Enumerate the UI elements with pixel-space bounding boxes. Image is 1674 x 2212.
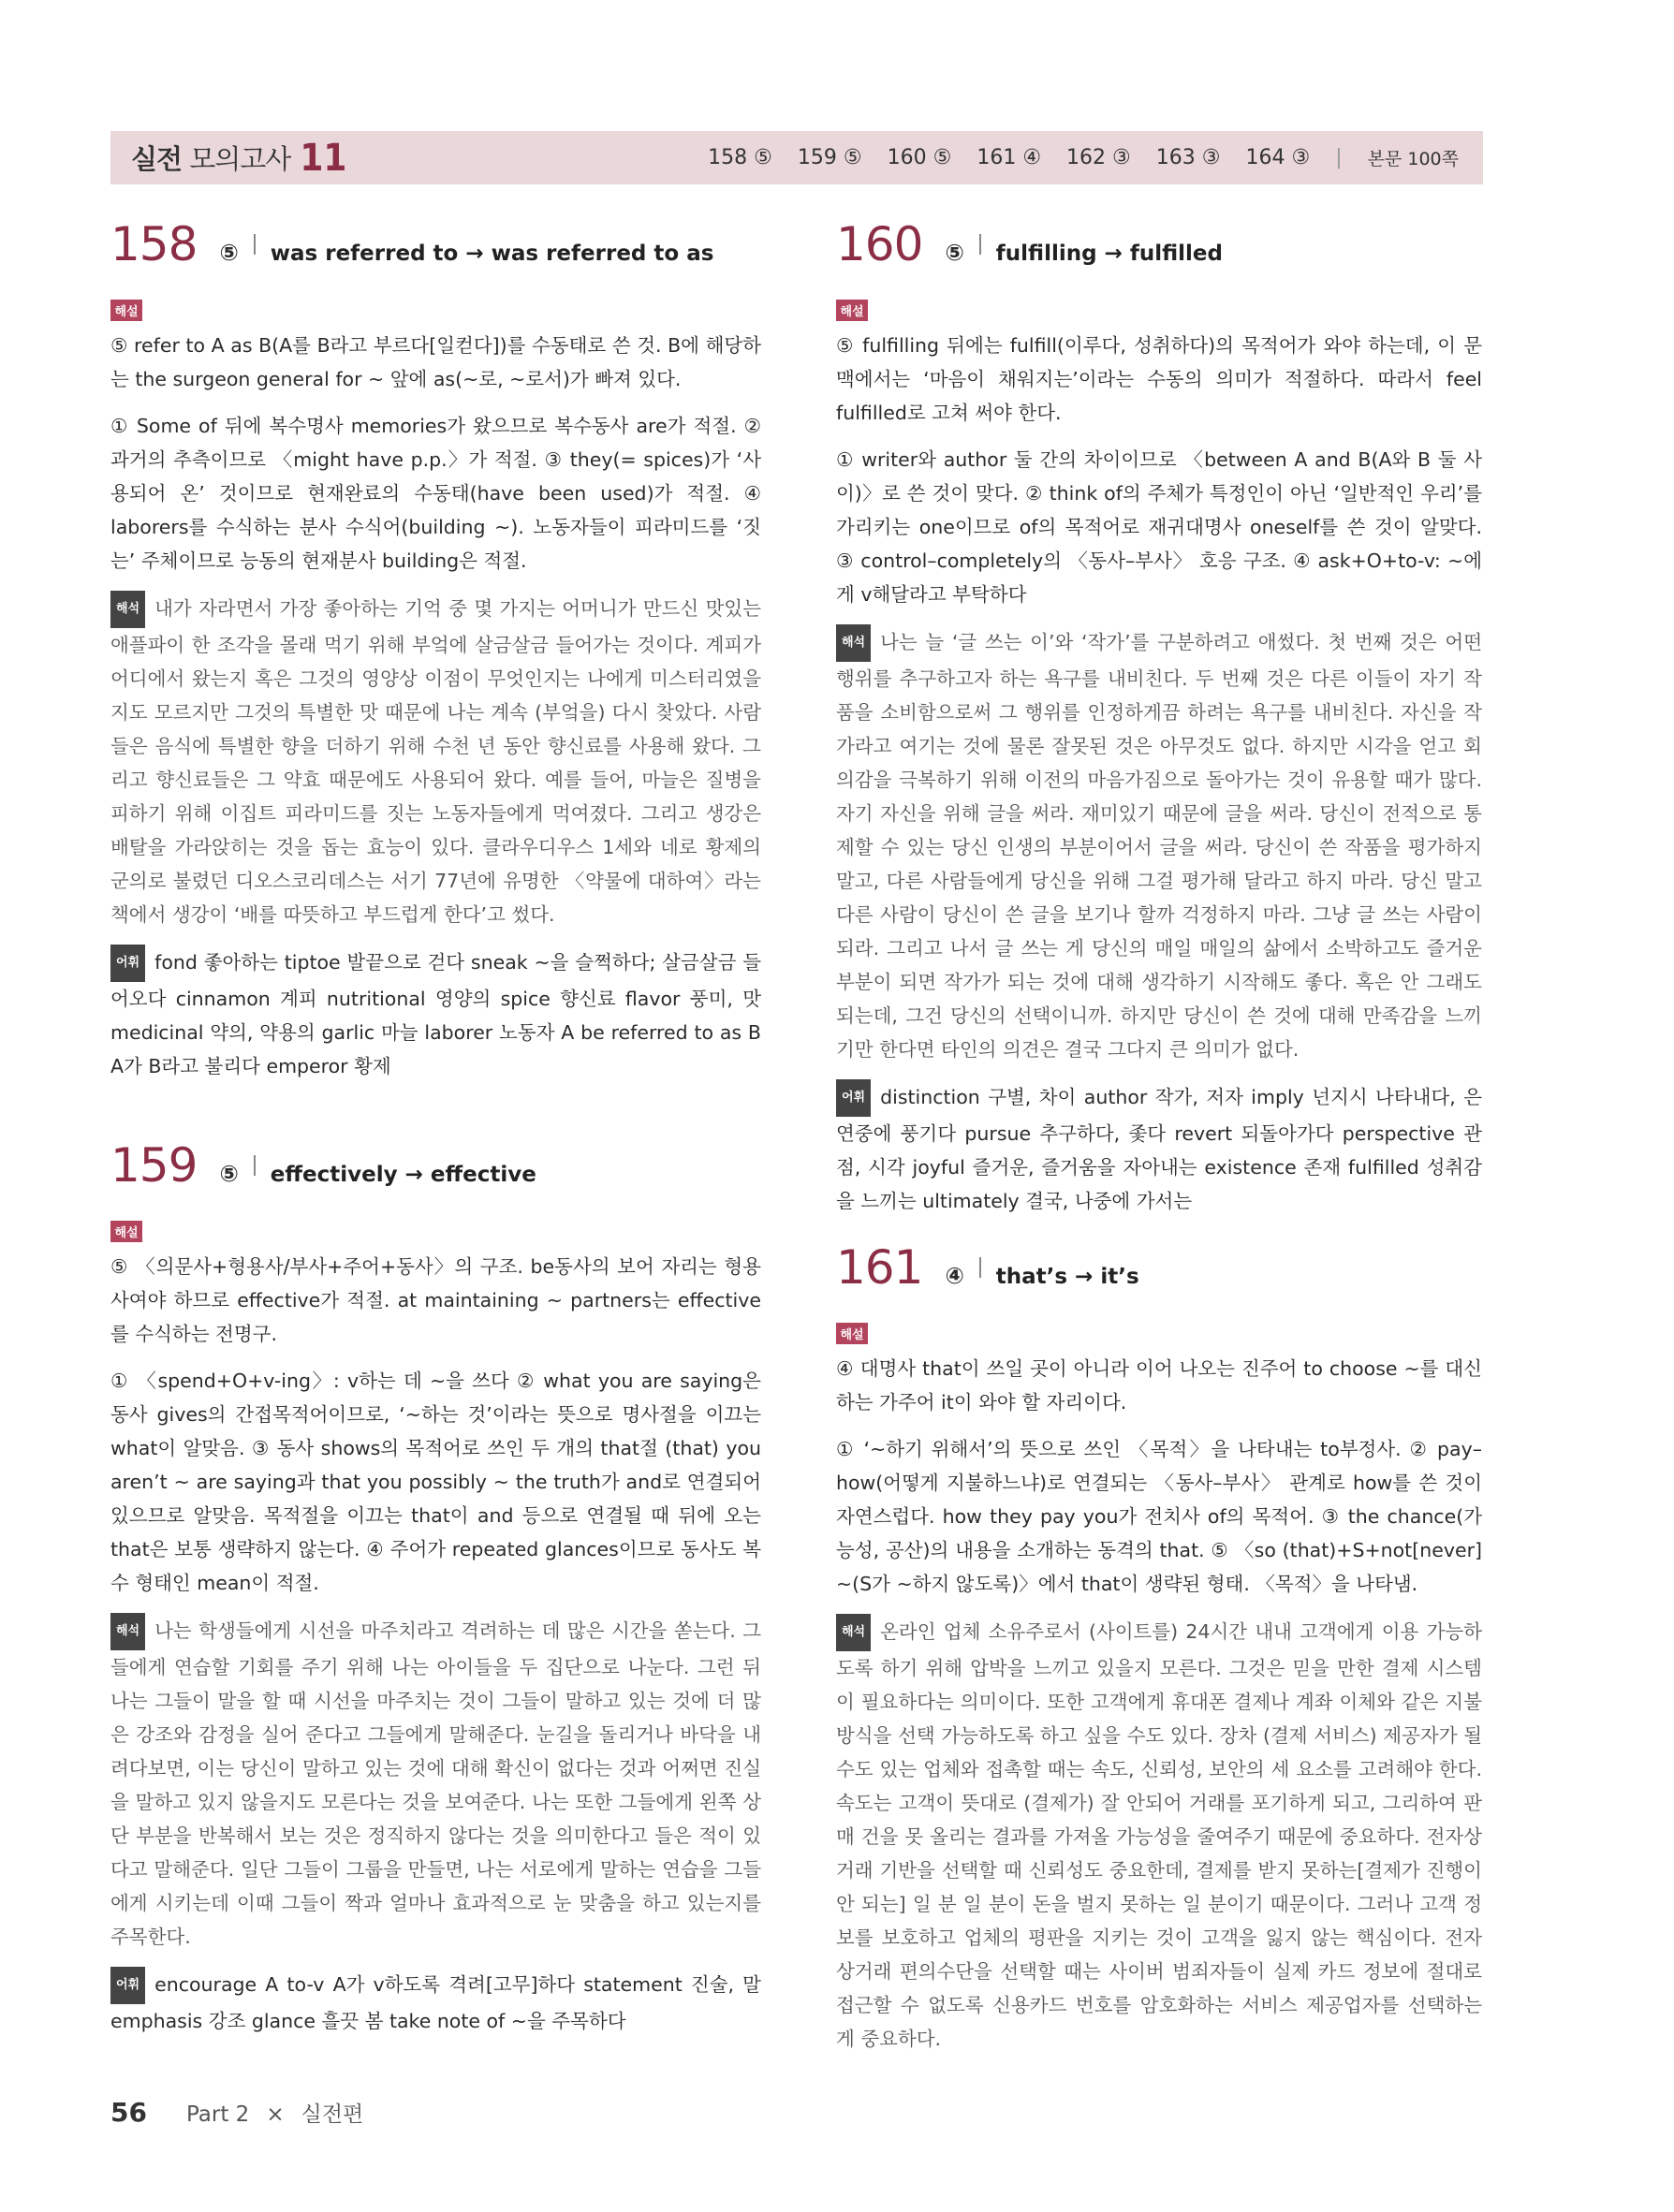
vocab-tag: 어휘 xyxy=(836,1079,871,1117)
translate-tag: 해석 xyxy=(110,1613,145,1650)
question-number: 159 xyxy=(110,1138,198,1193)
explanation: ⑤ refer to A as B(A를 B라고 부르다[일컫다])를 수동태로 쓴 것. B에 해당하는 the surgeon general for ~ 앞에 as(~로, ~로서)가 빠져 있다. xyxy=(110,334,761,390)
translation xyxy=(110,591,761,931)
answer-choice: ⑤ xyxy=(945,240,964,266)
correction: was referred to → was referred to as xyxy=(270,242,714,266)
test-title xyxy=(131,139,290,177)
explain-tag: 해설 xyxy=(110,300,142,321)
question-159 xyxy=(110,1138,761,2038)
question-header xyxy=(110,1138,761,1193)
answer-key-item: 164 ③ xyxy=(1245,146,1311,169)
question-header xyxy=(836,217,1482,271)
answer-choice: ④ xyxy=(945,1263,964,1289)
explanation-detail: ① 〈spend+O+v-ing〉: v하는 데 ~을 쓰다 ② what you are saying은 동사 gives의 간접목적어이므로, ‘~하는 것’이라는 뜻으로 명사절을 이끄는 what이 알맞음. ③ 동사 shows의 목적어로 쓰인 두 개의 that절 (that) you aren’t ~ are saying과 that you possibly ~ the truth가 and로 연결되어 있으므로 알맞음. 목적절을 이끄는 that이 and 등으로 연결될 때 뒤에 오는 that은 보통 생략하지 않는다. ④ 주어가 repeated glances이므로 동사도 복수 형태인 mean이 적절. xyxy=(110,1370,761,1594)
correction: that’s → it’s xyxy=(995,1265,1139,1289)
answer-choice: ⑤ xyxy=(219,240,239,266)
explanation-detail: ① writer와 author 둘 간의 차이이므로 〈between A and B(A와 B 둘 사이)〉로 쓴 것이 맞다. ② think of의 주체가 특정인이 아닌 ‘일반적인 우리’를 가리키는 one이므로 of의 목적어로 재귀대명사 oneself를 쓴 것이 알맞다. ③ control–completely의 〈동사–부사〉 호응 구조. ④ ask+O+to-v: ~에게 v해달라고 부탁하다 xyxy=(836,448,1482,606)
translation xyxy=(836,624,1482,1066)
explanation: ⑤ fulfilling 뒤에는 fulfill(이루다, 성취하다)의 목적어가 와야 하는데, 이 문맥에서는 ‘마음이 채워지는’이라는 수동의 의미가 적절하다. 따라서 feel fulfilled로 고쳐 써야 한다. xyxy=(836,334,1482,424)
answer-key-item: 162 ③ xyxy=(1066,146,1131,169)
translation-text: 내가 자라면서 가장 좋아하는 기억 중 몇 가지는 어머니가 만드신 맛있는 애플파이 한 조각을 몰래 먹기 위해 부엌에 살금살금 들어가는 것이다. 계피가 어디에서 왔는지 혹은 그것의 영양상 이점이 무엇인지는 나에게 미스터리였을지도 모르지만 그것의 특별한 맛 때문에 나는 계속 (부엌을) 다시 찾았다. 사람들은 음식에 특별한 향을 더하기 위해 수천 년 동안 향신료를 사용해 왔다. 그리고 향신료들은 그 약효 때문에도 사용되어 왔다. 예를 들어, 마늘은 질병을 피하기 위해 이집트 피라미드를 짓는 노동자들에게 먹여졌다. 그리고 생강은 배탈을 가라앉히는 것을 돕는 효능이 있다. 클라우디우스 1세와 네로 황제의 군의로 불렸던 디오스코리데스는 서기 77년에 유명한 〈약물에 대하여〉라는 책에서 생강이 ‘배를 따뜻하고 부드럽게 한다’고 썼다. xyxy=(110,597,761,926)
explanation-detail: ① Some of 뒤에 복수명사 memories가 왔으므로 복수동사 are가 적절. ② 과거의 추측이므로 〈might have p.p.〉가 적절. ③ they(= spices)가 ‘사용되어 온’ 것이므로 현재완료의 수동태(have been used)가 적절. ④ laborers를 수식하는 분사 수식어(building ~). 노동자들이 피라미드를 ‘짓는’ 주체이므로 능동의 현재분사 building은 적절. xyxy=(110,415,761,572)
page-footer xyxy=(110,2097,363,2128)
footer-separator: × xyxy=(266,2102,285,2127)
vocabulary xyxy=(836,1079,1482,1218)
part-label: Part 2 xyxy=(185,2102,250,2127)
divider xyxy=(979,1257,981,1278)
explain-tag: 해설 xyxy=(110,1221,142,1242)
answer-key-item: 158 ⑤ xyxy=(708,146,772,169)
answer-key-item: 163 ③ xyxy=(1155,146,1221,169)
translate-tag: 해석 xyxy=(836,1614,871,1651)
vocabulary-text: encourage A to-v A가 v하도록 격려[고무]하다 statement 진술, 말 emphasis 강조 glance 흘끗 봄 take note of ~을 주목하다 xyxy=(110,1973,761,2032)
vocab-tag: 어휘 xyxy=(110,945,145,982)
title-rest: 모의고사 xyxy=(182,143,291,175)
translation-text: 나는 학생들에게 시선을 마주치라고 격려하는 데 많은 시간을 쏟는다. 그들에게 연습할 기회를 주기 위해 나는 아이들을 두 집단으로 나눈다. 그런 뒤 나는 그들이 말을 할 때 시선을 마주치는 것이 그들이 말하고 있는 것에 더 많은 강조와 감정을 실어 준다고 그들에게 말해준다. 눈길을 돌리거나 바닥을 내려다보면, 이는 당신이 말하고 있는 것에 대해 확신이 없다는 것과 어쩌면 진실을 말하고 있지 않을지도 모른다는 것을 보여준다. 나는 또한 그들에게 왼쪽 상단 부분을 반복해서 보는 것은 정직하지 않다는 것을 의미한다고 들은 적이 있다고 말해준다. 일단 그들이 그룹을 만들면, 나는 서로에게 말하는 연습을 그들에게 시키는데 이때 그들이 짝과 얼마나 효과적으로 눈 맞춤을 하고 있는지를 주목한다. xyxy=(110,1619,761,1948)
question-number: 160 xyxy=(836,217,923,271)
explain-tag: 해설 xyxy=(836,1323,868,1344)
translation xyxy=(836,1614,1482,2056)
page-reference: 본문 100쪽 xyxy=(1367,149,1459,169)
translation-text: 온라인 업체 소유주로서 (사이트를) 24시간 내내 고객에게 이용 가능하도록 하기 위해 압박을 느끼고 있을지 모른다. 그것은 믿을 만한 결제 시스템이 필요하다는 의미이다. 또한 고객에게 휴대폰 결제나 계좌 이체와 같은 지불 방식을 선택 가능하도록 하고 싶을 수도 있다. 장차 (결제 서비스) 제공자가 될 수도 있는 업체와 접촉할 때는 속도, 신뢰성, 보안의 세 요소를 고려해야 한다. 속도는 고객이 뜻대로 (결제가) 잘 안되어 거래를 포기하게 되고, 그리하여 판매 건을 못 올리는 결과를 가져올 가능성을 줄여주기 때문에 중요하다. 전자상거래 기반을 선택할 때 신뢰성도 중요한데, 결제를 받지 못하는[결제가 진행이 안 되는] 일 분 일 분이 돈을 벌지 못하는 일 분이기 때문이다. 그러나 고객 정보를 보호하고 업체의 평판을 지키는 것이 고객을 잃지 않는 핵심이다. 전자 상거래 편의수단을 선택할 때는 사이버 범죄자들이 실제 카드 정보에 절대로 접근할 수 없도록 신용카드 번호를 암호화하는 서비스 제공업자를 선택하는 게 중요하다. xyxy=(836,1620,1482,2050)
explanation: ⑤ 〈의문사+형용사/부사+주어+동사〉의 구조. be동사의 보어 자리는 형용사여야 하므로 effective가 적절. at maintaining ~ partners는 effective를 수식하는 전명구. xyxy=(110,1255,761,1345)
test-number: 11 xyxy=(300,136,347,180)
divider xyxy=(254,1155,256,1176)
page-number: 56 xyxy=(110,2097,147,2128)
divider xyxy=(979,234,981,255)
divider: | xyxy=(1335,146,1343,169)
vocab-tag: 어휘 xyxy=(110,1967,145,2004)
question-160 xyxy=(836,217,1482,1218)
vocabulary xyxy=(110,945,761,1083)
header-bar xyxy=(110,131,1483,184)
answer-key-item: 159 ⑤ xyxy=(797,146,862,169)
question-number: 158 xyxy=(110,217,198,271)
question-number: 161 xyxy=(836,1240,923,1295)
translate-tag: 해석 xyxy=(836,624,871,662)
answer-key xyxy=(708,131,1459,184)
section-label: 실전편 xyxy=(301,2102,364,2127)
answer-choice: ⑤ xyxy=(219,1161,239,1187)
title-bold: 실전 xyxy=(131,143,183,175)
answer-key-item: 160 ⑤ xyxy=(887,146,952,169)
translation xyxy=(110,1613,761,1954)
explanation-detail: ① ‘~하기 위해서’의 뜻으로 쓰인 〈목적〉을 나타내는 to부정사. ② pay–how(어떻게 지불하느냐)로 연결되는 〈동사–부사〉 관계로 how를 쓴 것이 자연스럽다. how they pay you가 전치사 of의 목적어. ③ the chance(가능성, 공산)의 내용을 소개하는 동격의 that. ⑤ 〈so (that)+S+not[never] ~(S가 ~하지 않도록)〉에서 that이 생략된 형태. 〈목적〉을 나타냄. xyxy=(836,1438,1482,1595)
question-161 xyxy=(836,1240,1482,2056)
divider xyxy=(254,234,256,255)
question-header xyxy=(836,1240,1482,1295)
question-158 xyxy=(110,217,761,1083)
answer-key-item: 161 ④ xyxy=(976,146,1042,169)
question-header xyxy=(110,217,761,271)
translation-text: 나는 늘 ‘글 쓰는 이’와 ‘작가’를 구분하려고 애썼다. 첫 번째 것은 어떤 행위를 추구하고자 하는 욕구를 내비친다. 두 번째 것은 다른 이들이 자기 작품을 소비함으로써 그 행위를 인정하게끔 하려는 욕구를 내비친다. 자신을 작가라고 여기는 것에 물론 잘못된 것은 아무것도 없다. 하지만 시각을 얻고 회의감을 극복하기 위해 이전의 마음가짐으로 돌아가는 것이 유용할 때가 많다. 자기 자신을 위해 글을 써라. 재미있기 때문에 글을 써라. 당신이 전적으로 통제할 수 있는 당신 인생의 부분이어서 글을 써라. 당신이 쓴 작품을 평가하지 말고, 다른 사람들에게 당신을 위해 그걸 평가해 달라고 하지 마라. 당신 말고 다른 사람이 당신이 쓴 글을 보기나 할까 걱정하지 마라. 그냥 글 쓰는 사람이 되라. 그리고 나서 글 쓰는 게 당신의 매일 매일의 삶에서 소박하고도 즐거운 부분이 되면 작가가 되는 것에 대해 생각하기 시작해도 좋다. 혹은 안 그래도 되는데, 그건 당신의 선택이니까. 하지만 당신이 쓴 것에 대해 만족감을 느끼기만 한다면 타인의 의견은 결국 그다지 큰 의미가 없다. xyxy=(836,631,1482,1061)
correction: fulfilling → fulfilled xyxy=(995,242,1223,266)
vocabulary xyxy=(110,1967,761,2038)
vocabulary-text: distinction 구별, 차이 author 작가, 저자 imply 넌지시 나타내다, 은연중에 풍기다 pursue 추구하다, 좇다 revert 되돌아가다 perspective 관점, 시각 joyful 즐거운, 즐거움을 자아내는 existence 존재 fulfilled 성취감을 느끼는 ultimately 결국, 나중에 가서는 xyxy=(836,1086,1482,1212)
translate-tag: 해석 xyxy=(110,591,145,628)
explanation: ④ 대명사 that이 쓰일 곳이 아니라 이어 나오는 진주어 to choose ~를 대신하는 가주어 it이 와야 할 자리이다. xyxy=(836,1357,1482,1414)
vocabulary-text: fond 좋아하는 tiptoe 발끝으로 걷다 sneak ~을 슬쩍하다; 살금살금 들어오다 cinnamon 계피 nutritional 영양의 spice 향신료 flavor 풍미, 맛 medicinal 약의, 약용의 garlic 마늘 laborer 노동자 A be referred to as B A가 B라고 불리다 emperor 황제 xyxy=(110,951,761,1077)
explain-tag: 해설 xyxy=(836,300,868,321)
correction: effectively → effective xyxy=(270,1163,536,1187)
